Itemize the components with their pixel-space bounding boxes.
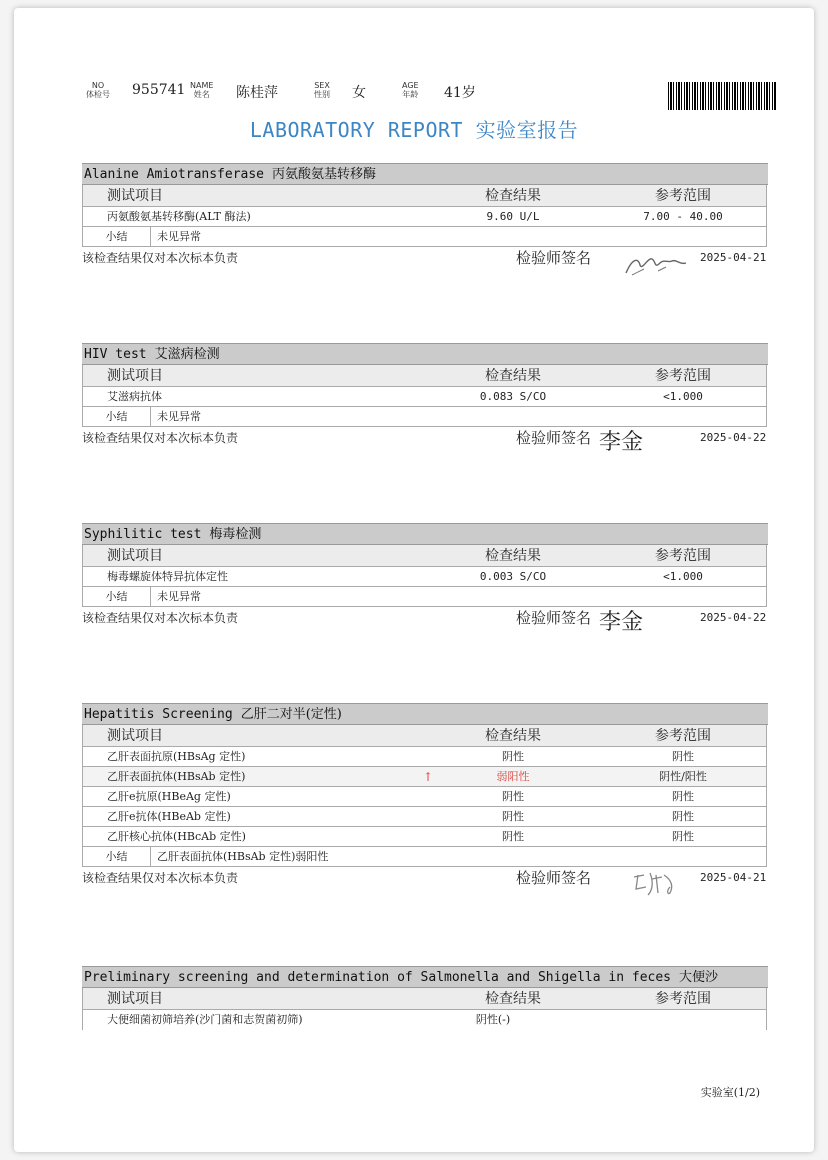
patient-sex: 女 — [352, 85, 366, 101]
handwritten-signature-icon — [630, 869, 682, 899]
no-label: NO 体检号 — [86, 81, 110, 99]
table-row: 乙肝e抗体(HBeAb 定性) 阴性 阴性 — [83, 807, 766, 827]
summary-row: 小结 未见异常 — [83, 227, 766, 247]
column-header-row: 测试项目 检查结果 参考范围 — [83, 725, 766, 747]
exam-number: 955741 — [132, 82, 186, 98]
section-header: Hepatitis Screening 乙肝二对半(定性) — [82, 703, 768, 725]
report-page — [14, 8, 814, 1152]
result-table — [82, 185, 767, 247]
report-title: LABORATORY REPORT 实验室报告 — [249, 118, 579, 142]
section-header: Preliminary screening and determination of Salmonella and Shigella in feces 大便沙 — [82, 966, 768, 988]
summary-row: 小结 未见异常 — [83, 407, 766, 427]
result-table — [82, 725, 767, 867]
page-number: 实验室(1/2) — [700, 1086, 760, 1099]
column-header-row: 测试项目 检查结果 参考范围 — [83, 365, 766, 387]
section-hiv — [82, 343, 768, 455]
section-alt — [82, 163, 768, 275]
section-stool — [82, 966, 768, 1030]
table-row: 艾滋病抗体 0.083 S/CO <1.000 — [83, 387, 766, 407]
summary-row: 小结 乙肝表面抗体(HBsAb 定性)弱阳性 — [83, 847, 766, 867]
signer-name: 李金 — [599, 610, 644, 635]
age-label: AGE 年龄 — [402, 81, 419, 99]
barcode — [668, 82, 776, 110]
section-hepatitis — [82, 703, 768, 895]
section-footer: 该检查结果仅对本次标本负责 检验师签名 2025-04-21 — [82, 867, 768, 895]
column-header-row: 测试项目 检查结果 参考范围 — [83, 545, 766, 567]
table-row: 大便细菌初筛培养(沙门菌和志贺菌初筛) 阴性(-) — [107, 1013, 511, 1026]
patient-age: 41岁 — [444, 85, 476, 101]
column-header-row: 测试项目 检查结果 参考范围 — [83, 185, 766, 207]
section-header: Alanine Amiotransferase 丙氨酸氨基转移酶 — [82, 163, 768, 185]
section-footer: 该检查结果仅对本次标本负责 检验师签名 李金 2025-04-22 — [82, 427, 768, 455]
table-row: 乙肝表面抗原(HBsAg 定性) 阴性 阴性 — [83, 747, 766, 767]
sex-label: SEX 性别 — [314, 81, 330, 99]
section-header: Syphilitic test 梅毒检测 — [82, 523, 768, 545]
name-label: NAME 姓名 — [190, 81, 214, 99]
section-header: HIV test 艾滋病检测 — [82, 343, 768, 365]
signer-name: 李金 — [599, 430, 644, 455]
result-table — [82, 365, 767, 427]
table-row: 乙肝核心抗体(HBcAb 定性) 阴性 阴性 — [83, 827, 766, 847]
table-row: 丙氨酸氨基转移酶(ALT 酶法) 9.60 U/L 7.00 - 40.00 — [83, 207, 766, 227]
section-footer: 该检查结果仅对本次标本负责 检验师签名 李金 2025-04-22 — [82, 607, 768, 635]
summary-row: 小结 未见异常 — [83, 587, 766, 607]
table-row: 梅毒螺旋体特异抗体定性 0.003 S/CO <1.000 — [83, 567, 766, 587]
patient-name: 陈桂萍 — [236, 85, 278, 101]
result-table — [82, 988, 767, 1030]
arrow-up-icon: ↑ — [423, 770, 434, 784]
table-row-flagged: 乙肝表面抗体(HBsAb 定性) ↑ 弱阳性 阴性/阳性 — [83, 767, 766, 787]
result-table — [82, 545, 767, 607]
column-header-row: 测试项目 检查结果 参考范围 — [83, 988, 766, 1010]
section-syphilis — [82, 523, 768, 635]
table-row: 乙肝e抗原(HBeAg 定性) 阴性 阴性 — [83, 787, 766, 807]
section-footer: 该检查结果仅对本次标本负责 检验师签名 2025-04-21 — [82, 247, 768, 275]
handwritten-signature-icon — [622, 251, 692, 277]
